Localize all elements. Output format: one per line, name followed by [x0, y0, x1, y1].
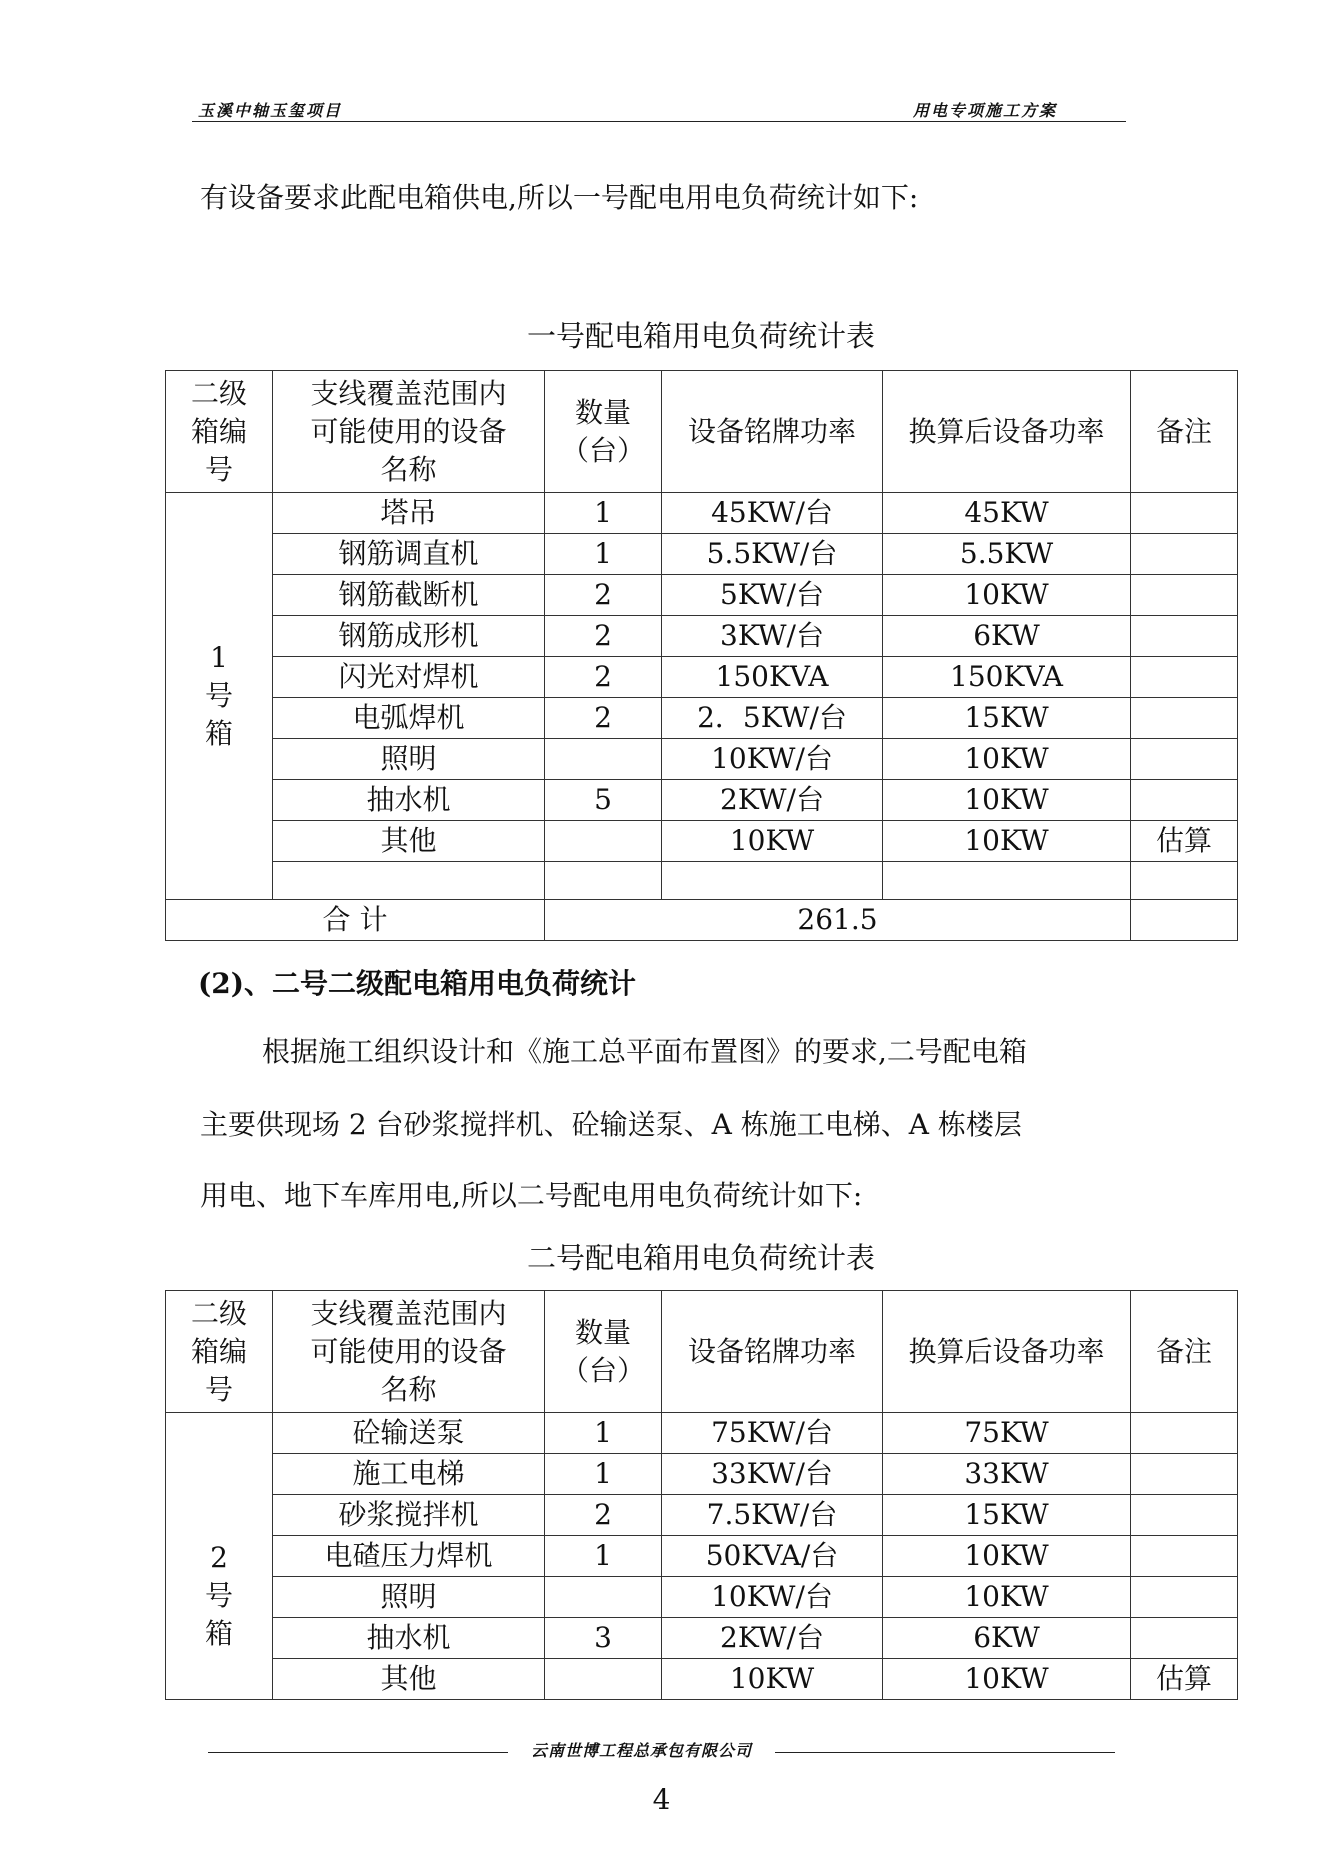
- total-label: 合 计: [166, 900, 545, 941]
- table-row: [166, 862, 1238, 900]
- section2-line-1: 根据施工组织设计和《施工总平面布置图》的要求,二号配电箱: [262, 1035, 1027, 1068]
- footer-rule-right: [775, 1752, 1115, 1753]
- cell-qty: 5: [545, 780, 662, 821]
- cell-note: 估算: [1131, 821, 1238, 862]
- total-note: [1131, 900, 1238, 941]
- cell-note: [1131, 1577, 1238, 1618]
- cell-note: [1131, 1454, 1238, 1495]
- table-row: [166, 534, 1238, 575]
- cell-qty: 1: [545, 1413, 662, 1454]
- intro-line: 有设备要求此配电箱供电,所以一号配电用电负荷统计如下:: [200, 181, 919, 214]
- cell-note: [1131, 862, 1238, 900]
- cell-name: 钢筋成形机: [273, 616, 545, 657]
- cell-qty: 1: [545, 534, 662, 575]
- col-header-converted: 换算后设备功率: [883, 371, 1131, 493]
- cell-converted: 6KW: [883, 616, 1131, 657]
- section2-line-3: 用电、地下车库用电,所以二号配电用电负荷统计如下:: [200, 1179, 863, 1212]
- cell-name: 其他: [273, 821, 545, 862]
- cell-note: [1131, 657, 1238, 698]
- cell-rated: 10KW: [662, 1659, 883, 1700]
- cell-converted: 150KVA: [883, 657, 1131, 698]
- cell-qty: [545, 821, 662, 862]
- table-header-row: [166, 371, 1238, 493]
- table1-title: 一号配电箱用电负荷统计表: [526, 319, 875, 353]
- table-row: [166, 493, 1238, 534]
- cell-note: [1131, 780, 1238, 821]
- table-row: [166, 657, 1238, 698]
- box-label: 2 号 箱: [166, 1413, 273, 1700]
- section2-line-2: 主要供现场 2 台砂浆搅拌机、砼输送泵、A 栋施工电梯、A 栋楼层: [200, 1108, 1022, 1141]
- cell-note: [1131, 1618, 1238, 1659]
- page-number: 4: [652, 1783, 671, 1816]
- cell-qty: 2: [545, 657, 662, 698]
- cell-converted: 6KW: [883, 1618, 1131, 1659]
- col-header-box-no: 二级 箱编 号: [166, 371, 273, 493]
- cell-name: 塔吊: [273, 493, 545, 534]
- col-header-qty: 数量 （台）: [545, 371, 662, 493]
- cell-note: 估算: [1131, 1659, 1238, 1700]
- cell-qty: 2: [545, 1495, 662, 1536]
- cell-converted: 45KW: [883, 493, 1131, 534]
- cell-converted: 15KW: [883, 1495, 1131, 1536]
- table-row: [166, 1495, 1238, 1536]
- cell-qty: 1: [545, 1454, 662, 1495]
- cell-note: [1131, 1413, 1238, 1454]
- col-header-note: 备注: [1131, 1291, 1238, 1413]
- cell-qty: 2: [545, 698, 662, 739]
- cell-qty: [545, 1659, 662, 1700]
- cell-name: 砂浆搅拌机: [273, 1495, 545, 1536]
- cell-note: [1131, 1536, 1238, 1577]
- cell-name: [273, 862, 545, 900]
- table-row: [166, 780, 1238, 821]
- cell-rated: 2．5KW/台: [662, 698, 883, 739]
- col-header-converted: 换算后设备功率: [883, 1291, 1131, 1413]
- table-row: [166, 575, 1238, 616]
- cell-name: 钢筋截断机: [273, 575, 545, 616]
- table-row: [166, 1536, 1238, 1577]
- footer-company: 云南世博工程总承包有限公司: [530, 1741, 752, 1760]
- col-header-equipment: 支线覆盖范围内 可能使用的设备 名称: [273, 371, 545, 493]
- cell-converted: 10KW: [883, 821, 1131, 862]
- load-table-1: [165, 370, 1238, 941]
- cell-rated: 10KW/台: [662, 1577, 883, 1618]
- cell-converted: [883, 862, 1131, 900]
- cell-qty: 3: [545, 1618, 662, 1659]
- cell-note: [1131, 575, 1238, 616]
- cell-name: 抽水机: [273, 1618, 545, 1659]
- cell-note: [1131, 739, 1238, 780]
- cell-rated: 33KW/台: [662, 1454, 883, 1495]
- cell-note: [1131, 698, 1238, 739]
- box-label: 1 号 箱: [166, 493, 273, 900]
- col-header-rated: 设备铭牌功率: [662, 371, 883, 493]
- cell-converted: 10KW: [883, 575, 1131, 616]
- table2-title: 二号配电箱用电负荷统计表: [526, 1241, 875, 1275]
- table-row: [166, 1659, 1238, 1700]
- cell-qty: 1: [545, 493, 662, 534]
- total-row: [166, 900, 1238, 941]
- table-row: [166, 1577, 1238, 1618]
- cell-note: [1131, 1495, 1238, 1536]
- cell-name: 电碴压力焊机: [273, 1536, 545, 1577]
- cell-rated: 75KW/台: [662, 1413, 883, 1454]
- footer-rule-left: [208, 1752, 508, 1753]
- cell-converted: 75KW: [883, 1413, 1131, 1454]
- cell-converted: 15KW: [883, 698, 1131, 739]
- cell-note: [1131, 616, 1238, 657]
- cell-qty: [545, 862, 662, 900]
- cell-qty: 2: [545, 575, 662, 616]
- cell-name: 照明: [273, 1577, 545, 1618]
- cell-rated: 5.5KW/台: [662, 534, 883, 575]
- cell-rated: [662, 862, 883, 900]
- header-right: 用电专项施工方案: [913, 101, 1058, 120]
- total-value: 261.5: [545, 900, 1131, 941]
- cell-rated: 150KVA: [662, 657, 883, 698]
- col-header-note: 备注: [1131, 371, 1238, 493]
- cell-name: 照明: [273, 739, 545, 780]
- load-table-2: [165, 1290, 1238, 1700]
- cell-converted: 5.5KW: [883, 534, 1131, 575]
- cell-note: [1131, 493, 1238, 534]
- cell-rated: 45KW/台: [662, 493, 883, 534]
- cell-rated: 50KVA/台: [662, 1536, 883, 1577]
- cell-name: 钢筋调直机: [273, 534, 545, 575]
- header-rule: [192, 121, 1126, 122]
- cell-rated: 2KW/台: [662, 780, 883, 821]
- cell-converted: 10KW: [883, 1577, 1131, 1618]
- table-row: [166, 1413, 1238, 1454]
- cell-rated: 7.5KW/台: [662, 1495, 883, 1536]
- cell-converted: 33KW: [883, 1454, 1131, 1495]
- cell-name: 砼输送泵: [273, 1413, 545, 1454]
- cell-name: 其他: [273, 1659, 545, 1700]
- cell-name: 闪光对焊机: [273, 657, 545, 698]
- cell-rated: 10KW/台: [662, 739, 883, 780]
- header-left: 玉溪中轴玉玺项目: [198, 101, 343, 120]
- table-row: [166, 1454, 1238, 1495]
- table-row: [166, 616, 1238, 657]
- cell-name: 抽水机: [273, 780, 545, 821]
- cell-rated: 10KW: [662, 821, 883, 862]
- col-header-rated: 设备铭牌功率: [662, 1291, 883, 1413]
- table-row: [166, 821, 1238, 862]
- cell-converted: 10KW: [883, 1659, 1131, 1700]
- table-row: [166, 1618, 1238, 1659]
- col-header-equipment: 支线覆盖范围内 可能使用的设备 名称: [273, 1291, 545, 1413]
- cell-rated: 2KW/台: [662, 1618, 883, 1659]
- cell-name: 电弧焊机: [273, 698, 545, 739]
- cell-rated: 3KW/台: [662, 616, 883, 657]
- section2-heading: (2)、二号二级配电箱用电负荷统计: [198, 967, 636, 1000]
- table-header-row: [166, 1291, 1238, 1413]
- table-row: [166, 698, 1238, 739]
- cell-qty: [545, 739, 662, 780]
- cell-converted: 10KW: [883, 780, 1131, 821]
- cell-converted: 10KW: [883, 1536, 1131, 1577]
- cell-name: 施工电梯: [273, 1454, 545, 1495]
- cell-qty: 2: [545, 616, 662, 657]
- table-row: [166, 739, 1238, 780]
- cell-qty: [545, 1577, 662, 1618]
- cell-converted: 10KW: [883, 739, 1131, 780]
- col-header-box-no: 二级 箱编 号: [166, 1291, 273, 1413]
- col-header-qty: 数量 （台）: [545, 1291, 662, 1413]
- cell-qty: 1: [545, 1536, 662, 1577]
- cell-rated: 5KW/台: [662, 575, 883, 616]
- cell-note: [1131, 534, 1238, 575]
